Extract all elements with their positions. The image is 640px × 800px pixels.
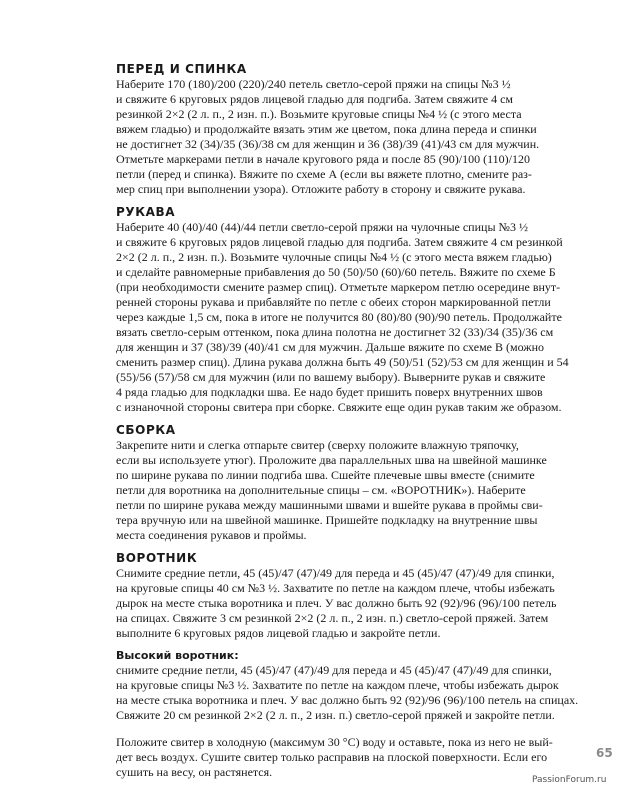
text-line: по ширине рукава по линии подгиба шва. Сшейте плечевые швы вместе (снимите [116,468,535,482]
text-line: и свяжите 6 круговых рядов лицевой гладью для подгиба. Затем свяжите 4 см резинкой [116,235,563,249]
paragraph-high-collar [116,663,592,723]
text-line: ренней стороны рукава и прибавляйте по петле с обеих сторон маркированной петли [116,295,551,309]
paragraph-sleeves [116,220,592,415]
text-line: сменить размер спиц). Длина рукава должна быть 49 (50)/51 (52)/53 см для женщин и 54 [116,355,569,369]
section-title-sleeves: РУКАВА [116,205,176,219]
text-line: и свяжите 6 круговых рядов лицевой гладью для подгиба. Затем свяжите 4 см [116,92,514,106]
text-line: сушить на весу, он растянется. [116,765,273,779]
text-line: 2×2 (2 л. п., 2 изн. п.). Возьмите чулочные спицы №4 ½ (с этого места вяжем гладью) [116,250,552,264]
text-line: не достигнет 32 (34)/35 (36)/38 см для женщин и 36 (38)/39 (41)/43 см для мужчин. [116,137,540,151]
text-line: петли по ширине рукава между машинными швами и вшейте рукава в проймы сви- [116,498,543,512]
text-line: (при необходимости смените размер спиц). Отметьте маркером петлю осередине внут- [116,280,561,294]
text-line: дырок на месте стыка воротника и плеч. У вас должно быть 92 (92)/96 (96)/100 петель [116,596,557,610]
document-body [116,62,592,780]
text-line: Свяжите 20 см резинкой 2×2 (2 л. п., 2 изн. п.) светло-серой пряжей и закройте петли. [116,708,555,722]
text-line: снимите средние петли, 45 (45)/47 (47)/49 для переда и 45 (45)/47 (47)/49 для спинки, [116,663,552,677]
text-line: мер спиц при выполнении узора). Отложите работу в сторону и свяжите рукава. [116,182,526,196]
subsection-title-high-collar: Высокий воротник: [116,649,239,662]
text-line: и сделайте равномерные прибавления до 50 (50)/50 (60)/60 петель. Вяжите по схеме Б [116,265,556,279]
text-line: на месте стыка воротника и плеч. У вас должно быть 92 (92)/96 (96)/100 петель на спицах. [116,693,579,707]
text-line: Отметьте маркерами петли в начале кругового ряда и после 85 (90)/100 (110)/120 [116,152,530,166]
paragraph-assembly [116,438,592,543]
text-line: выполните 6 круговых рядов лицевой гладью и закройте петли. [116,626,441,640]
text-line: вязать светло-серым оттенком, пока длина полотна не достигнет 32 (33)/34 (35)/36 см [116,325,554,339]
text-line: Снимите средние петли, 45 (45)/47 (47)/49 для переда и 45 (45)/47 (47)/49 для спинки, [116,566,555,580]
text-line: петли (перед и спинка). Вяжите по схеме А (если вы вяжете плотно, смените раз- [116,167,532,181]
section-title-collar: ВОРОТНИК [116,551,198,565]
paragraph-front-back [116,77,592,197]
text-line: дет весь воздух. Сушите свитер только расправив на плоской поверхности. Если его [116,750,548,764]
text-line: тера вручную или на швейной машинке. Пришейте подкладку на внутренние швы [116,513,538,527]
watermark: PassionForum.ru [532,775,607,785]
text-line: Наберите 170 (180)/200 (220)/240 петель светло-серой пряжи на спицы №3 ½ [116,77,511,91]
text-line: 4 ряда гладью для подкладки шва. Ее надо будет пришить поверх внутренних швов [116,385,543,399]
text-line: вяжем гладью) и продолжайте вязать этим же цветом, пока длина переда и спинки [116,122,537,136]
text-line: для женщин и 37 (38)/39 (40)/41 см для мужчин. Дальше вяжите по схеме В (можно [116,340,544,354]
text-line: Наберите 40 (40)/40 (44)/44 петли светло-серой пряжи на чулочные спицы №3 ½ [116,220,528,234]
text-line: с изнаночной стороны свитера при сборке. Свяжите еще один рукав таким же образом. [116,400,562,414]
text-line: петли для воротника на дополнительные спицы – см. «ВОРОТНИК»). Наберите [116,483,526,497]
text-line: (55)/56 (57)/58 см для мужчин (или по вашему выбору). Выверните рукав и свяжите [116,370,546,384]
paragraph-collar [116,566,592,641]
text-line: через каждые 1,5 см, пока в итоге не получится 80 (80)/80 (90)/90 петель. Продолжайте [116,310,562,324]
paragraph-care [116,735,592,780]
text-line: Закрепите нити и слегка отпарьте свитер (сверху положите влажную тряпочку, [116,438,519,452]
text-line: места соединения рукавов и проймы. [116,528,307,542]
text-line: на круговые спицы №3 ½. Захватите по петле на каждом плече, чтобы избежать дырок [116,678,559,692]
section-title-front-back: ПЕРЕД И СПИНКА [116,62,247,76]
text-line: Положите свитер в холодную (максимум 30 °С) воду и оставьте, пока из него не вый- [116,735,553,749]
text-line: на круговые спицы 40 см №3 ½. Захватите по петле на каждом плече, чтобы избежать [116,581,555,595]
text-line: на спицах. Свяжите 3 см резинкой 2×2 (2 л. п., 2 изн. п.) светло-серой пряжей. Затем [116,611,549,625]
page-number: 65 [596,746,613,760]
text-line: если вы используете утюг). Проложите два параллельных шва на швейной машинке [116,453,547,467]
section-title-assembly: СБОРКА [116,423,176,437]
text-line: резинкой 2×2 (2 л. п., 2 изн. п.). Возьмите круговые спицы №4 ½ (с этого места [116,107,522,121]
